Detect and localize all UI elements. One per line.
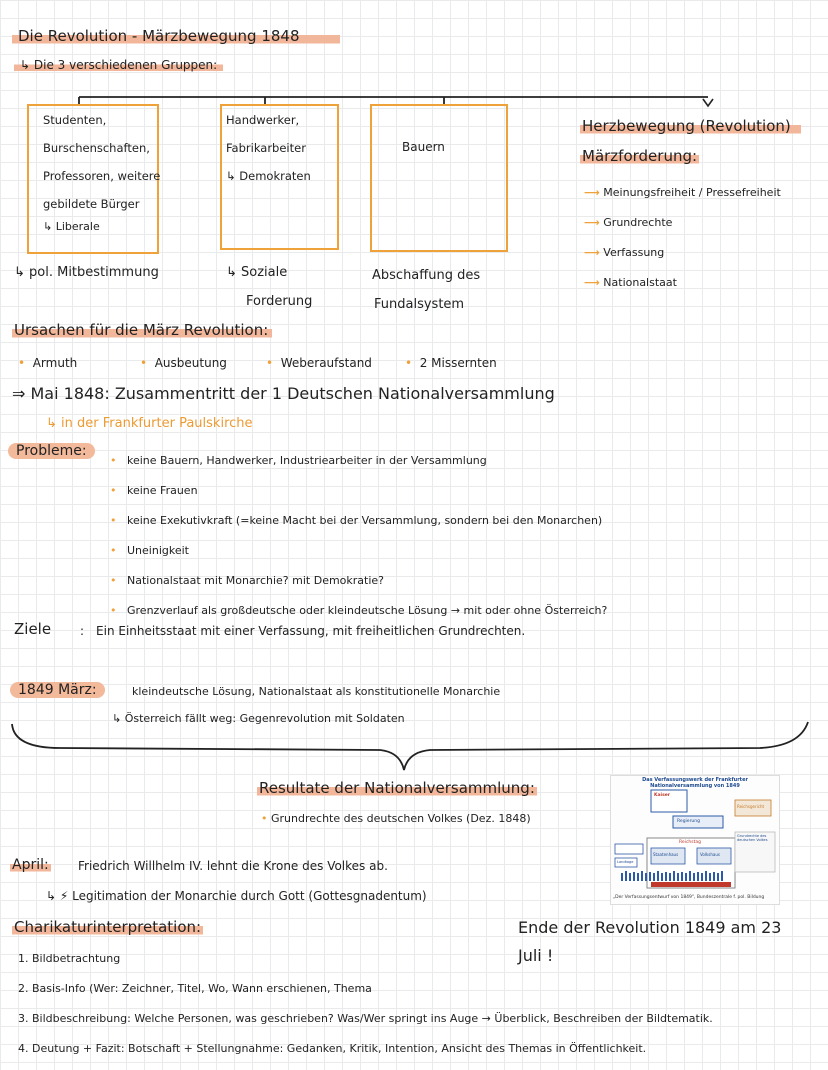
figure-label-regierung: Regierung — [677, 819, 700, 824]
figure-label-reichstag: Reichstag — [679, 840, 701, 845]
march-1849-label: 1849 März: — [10, 682, 105, 698]
demand-item: ⟶ Meinungsfreiheit / Pressefreiheit — [584, 186, 781, 199]
demand-item: ⟶ Verfassung — [584, 246, 665, 259]
summary-brace — [0, 720, 828, 780]
caricature-step: 3. Bildbeschreibung: Welche Personen, was geschrieben? Was/Wer springt ins Auge → Überblick, Beschreiben der Bildtematik. — [18, 1012, 713, 1025]
group-outcome: Fundalsystem — [374, 297, 465, 312]
problems-list — [110, 446, 607, 626]
results-heading: Resultate der Nationalversammlung: — [259, 779, 535, 797]
figure-title: Das Verfassungswerk der Frankfurter Nationalversammlung von 1849 — [642, 777, 748, 789]
group-outcome: ↳ pol. Mitbestimmung — [14, 265, 159, 280]
demand-item: ⟶ Grundrechte — [584, 216, 673, 229]
goals-label: Ziele — [14, 620, 52, 638]
figure-label-volkshaus: Volkshaus — [700, 852, 720, 857]
arrow-right-icon: ⟶ — [584, 186, 600, 199]
figure-label-landtage: Landtage — [617, 860, 634, 864]
results-item: • Grundrechte des deutschen Volkes (Dez. 1848) — [261, 812, 531, 825]
figure-label-grundrechte: Grundrechte des deutschen Volkes — [737, 834, 768, 842]
group-outcome: ↳ Soziale — [226, 265, 288, 280]
causes-heading: Ursachen für die März Revolution: — [12, 321, 272, 339]
april-sub: ↳ ⚡ Legitimation der Monarchie durch Gott (Gottesgnadentum) — [46, 889, 427, 903]
group-line: Handwerker, — [226, 113, 300, 127]
group-line: Studenten, — [43, 113, 107, 127]
demand-item: ⟶ Nationalstaat — [584, 276, 677, 289]
group-line: gebildete Bürger — [43, 197, 140, 211]
april-label: April: — [12, 857, 49, 873]
caricature-step: 1. Bildbetrachtung — [18, 952, 121, 965]
arrow-right-icon: ⟶ — [584, 276, 600, 289]
cause-item: • Weberaufstand — [266, 356, 372, 370]
problem-item: • Uneinigkeit — [110, 544, 189, 557]
page-title: Die Revolution - Märzbewegung 1848 — [12, 27, 340, 45]
group-connector — [0, 0, 828, 120]
april-text: Friedrich Willhelm IV. lehnt die Krone des Volkes ab. — [78, 859, 388, 873]
march-1849-line: ↳ Österreich fällt weg: Gegenrevolution mit Soldaten — [112, 712, 405, 725]
assembly-line: ⇒ Mai 1848: Zusammentritt der 1 Deutschen Nationalversammlung — [12, 384, 555, 403]
end-note-line2: Juli ! — [518, 946, 554, 965]
subtitle: ↳ Die 3 verschiedenen Gruppen: — [14, 58, 223, 72]
figure-label-staatenhaus: Staatenhaus — [653, 852, 679, 857]
caricature-step: 4. Deutung + Fazit: Botschaft + Stellungnahme: Gedanken, Kritik, Intention, Ansicht des Themas in Öffentlichkeit. — [18, 1042, 647, 1055]
problem-item: • keine Bauern, Handwerker, Industriearbeiter in der Versammlung — [110, 454, 487, 467]
figure-label-kaiser: Kaiser — [654, 793, 671, 798]
problem-item: • Grenzverlauf als großdeutsche oder kleindeutsche Lösung → mit oder ohne Österreich? — [110, 604, 608, 617]
group-line: ↳ Demokraten — [226, 169, 311, 183]
figure-label-reichsgericht: Reichsgericht — [737, 804, 765, 809]
figure-caption: „Der Verfassungsentwurf von 1849", Bundeszentrale f. pol. Bildung — [613, 895, 765, 900]
cause-item: • Armuth — [18, 356, 78, 370]
constitution-diagram — [610, 775, 780, 905]
march-1849-line: kleindeutsche Lösung, Nationalstaat als konstitutionelle Monarchie — [132, 685, 501, 698]
group-box-farmers — [370, 104, 508, 252]
problems-label: Probleme: — [8, 443, 95, 459]
assembly-location: ↳ in der Frankfurter Paulskirche — [46, 416, 253, 431]
caricature-heading: Charikaturinterpretation: — [14, 918, 202, 936]
arrow-right-icon: ⟶ — [584, 216, 600, 229]
group-line: Bauern — [402, 140, 445, 154]
cause-item: • Ausbeutung — [140, 356, 227, 370]
demands-heading: Herzbewegung (Revolution) — [580, 117, 801, 135]
group-line: Fabrikarbeiter — [226, 141, 306, 155]
group-line: ↳ Liberale — [43, 220, 100, 233]
arrow-right-icon: ⟶ — [584, 246, 600, 259]
group-outcome: Abschaffung des — [372, 268, 481, 283]
demands-subheading: Märzforderung: — [582, 147, 698, 165]
cause-item: • 2 Missernten — [405, 356, 497, 370]
caricature-step: 2. Basis-Info (Wer: Zeichner, Titel, Wo, Wann erschienen, Thema — [18, 982, 372, 995]
group-outcome: Forderung — [246, 294, 313, 309]
end-note-line1: Ende der Revolution 1849 am 23 — [518, 918, 782, 937]
problem-item: • keine Exekutivkraft (=keine Macht bei der Versammlung, sondern bei den Monarchen) — [110, 514, 603, 527]
group-line: Professoren, weitere — [43, 169, 161, 183]
group-line: Burschenschaften, — [43, 141, 150, 155]
group-box-democrats — [220, 104, 339, 250]
goals-text: : Ein Einheitsstaat mit einer Verfassung, mit freiheitlichen Grundrechten. — [80, 624, 526, 638]
problem-item: • Nationalstaat mit Monarchie? mit Demokratie? — [110, 574, 385, 587]
group-box-liberals — [27, 104, 159, 254]
demands-list — [584, 178, 781, 298]
problem-item: • keine Frauen — [110, 484, 198, 497]
